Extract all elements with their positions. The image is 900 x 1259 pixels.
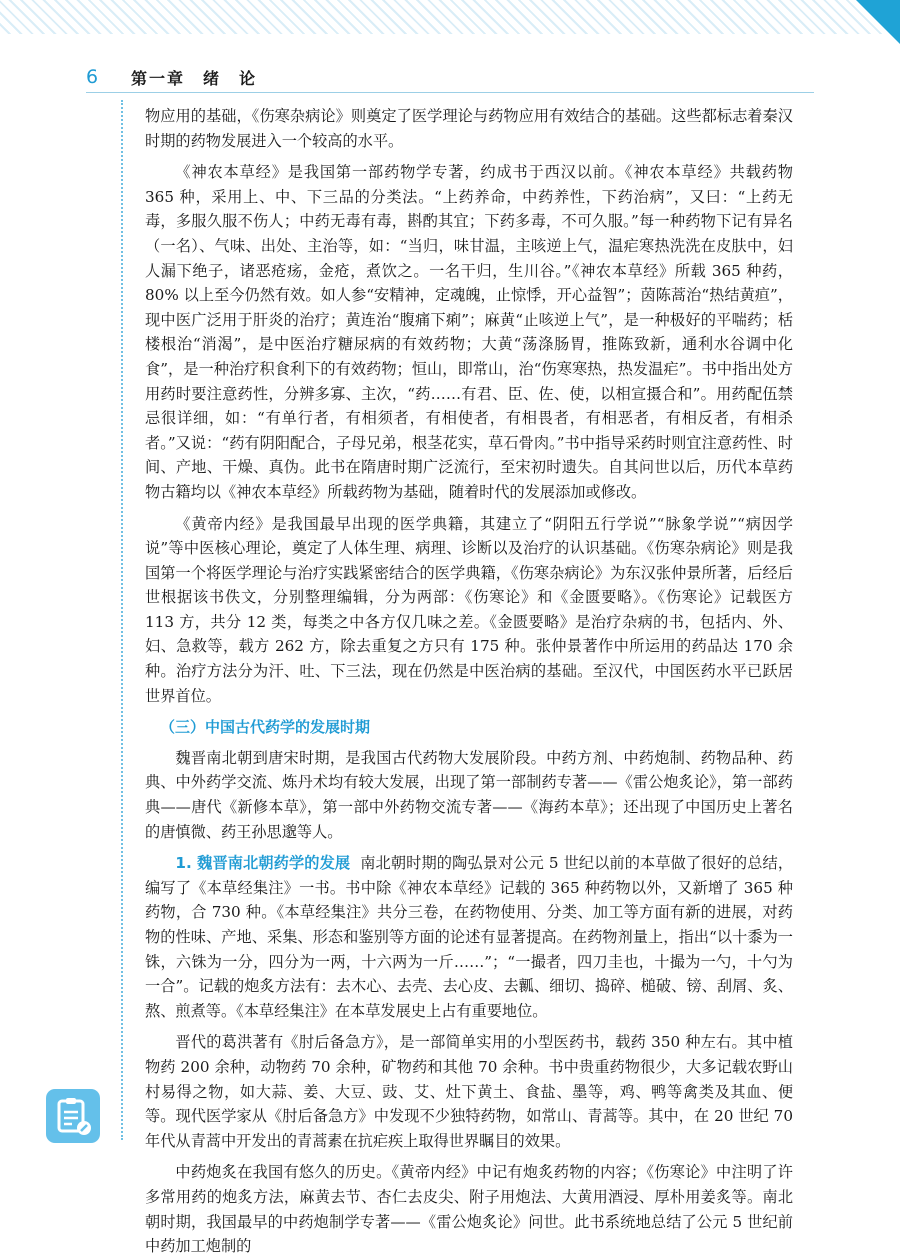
paragraph: 《黄帝内经》是我国最早出现的医学典籍，其建立了“阴阳五行学说”“脉象学说”“病因学说”等中医核心理论，奠定了人体生理、病理、诊断以及治疗的认识基础。《伤寒杂病论》则是我国第一个将医学理论与治疗实践紧密结合的医学典籍，《伤寒杂病论》为东汉张仲景所著，后经后世根据该书佚文，分别整理编辑，分为两部：《伤寒论》和《金匮要略》。《伤寒论》记载医方 113 方，共分 12 类，每类之中各方仅几味之差。《金匮要略》是治疗杂病的书，包括内、外、妇、急救等，载方 262 方，除去重复之方只有 175 种。张仲景著作中所运用的药品达 170 余种。治疗方法分为汗、吐、下三法，现在仍然是中医治病的基础。至汉代，中国医药水平已跃居世界首位。 (145, 514, 793, 705)
subsection-heading: 1. 魏晋南北朝药学的发展 (175, 854, 351, 873)
page-number: 6 (86, 66, 99, 88)
corner-accent (856, 0, 900, 44)
paragraph: 中药炮炙在我国有悠久的历史。《黄帝内经》中记有炮炙药物的内容；《伤寒论》中注明了许多常用药的炮炙方法，麻黄去节、杏仁去皮尖、附子用炮法、大黄用酒浸、厚朴用姜炙等。南北朝时期，我国最早的中药炮制学专著——《雷公炮炙论》问世。此书系统地总结了公元 5 世纪前中药加工炮制的 (145, 1163, 793, 1256)
clipboard-pencil-icon[interactable] (46, 1089, 100, 1143)
paragraph: 魏晋南北朝到唐宋时期，是我国古代药物大发展阶段。中药方剂、中药炮制、药物品种、药典、中外药学交流、炼丹术均有较大发展，出现了第一部制药专著——《雷公炮炙论》，第一部药典——唐代《新修本草》，第一部中外药物交流专著——《海药本草》；还出现了中国历史上著名的唐慎微、药王孙思邈等人。 (145, 748, 793, 841)
body-text (145, 104, 793, 1259)
section-heading: （三）中国古代药学的发展时期 (160, 718, 371, 737)
header-stripe-decoration (0, 0, 900, 34)
paragraph: 物应用的基础，《伤寒杂病论》则奠定了医学理论与药物应用有效结合的基础。这些都标志着秦汉时期的药物发展进入一个较高的水平。 (145, 107, 793, 150)
margin-dotted-rule (121, 100, 123, 1140)
paragraph: 《神农本草经》是我国第一部药物学专著，约成书于西汉以前。《神农本草经》共载药物 365 种，采用上、中、下三品的分类法。“上药养命，中药养性，下药治病”，又曰：“上药无毒，多服久服不伤人；中药无毒有毒，斟酌其宜；下药多毒，不可久服。”每一种药物下记有异名（一名）、气味、出处、主治等，如：“当归，味甘温，主咳逆上气，温疟寒热洗洗在皮肤中，妇人漏下绝子，诸恶疮疡，金疮，煮饮之。一名干归，生川谷。”《神农本草经》所载 365 种药，80% 以上至今仍然有效。如人参“安精神，定魂魄，止惊悸，开心益智”；茵陈蒿治“热结黄疸”，现中医广泛用于肝炎的治疗；黄连治“腹痛下痢”；麻黄“止咳逆上气”，是一种极好的平喘药；栝楼根治“消渴”，是中医治疗糖尿病的有效药物；大黄“荡涤肠胃，推陈致新，通利水谷调中化食”，是一种治疗积食利下的有效药物；恒山，即常山，治“伤寒寒热，热发温疟”。书中指出处方用药时要注意药性，分辨多寡、主次，“药……有君、臣、佐、使，以相宣摄合和”。用药配伍禁忌很详细，如：“有单行者，有相须者，有相使者，有相畏者，有相恶者，有相反者，有相杀者。”又说：“药有阴阳配合，子母兄弟，根茎花实，草石骨肉。”书中指导采药时则宜注意药性、时间、产地、干燥、真伪。此书在隋唐时期广泛流行，至宋初时遗失。自其问世以后，历代本草药物古籍均以《神农本草经》所载药物为基础，随着时代的发展添加或修改。 (145, 163, 793, 501)
chapter-title: 第一章 绪 论 (131, 69, 258, 88)
paragraph-text: 南北朝时期的陶弘景对公元 5 世纪以前的本草做了很好的总结，编写了《本草经集注》一书。书中除《神农本草经》记载的 365 种药物以外，又新增了 365 种药物，合 730 种。《本草经集注》共分三卷，在药物使用、分类、加工等方面有新的进展，对药物的性味、产地、采集、形态和鉴别等方面的论述有显著提高。在药物剂量上，指出“以十黍为一铢，六铢为一分，四分为一两，十六两为一斤……”；“一撮者，四刀圭也，十撮为一勺，十勺为一合”。记载的炮炙方法有：去木心、去壳、去心皮、去瓤、细切、捣碎、槌破、镑、刮屑、炙、熬、煎煮等。《本草经集注》在本草发展史上占有重要地位。 (145, 854, 794, 1020)
header-divider (86, 92, 814, 93)
paragraph: 晋代的葛洪著有《肘后备急方》，是一部简单实用的小型医药书，载药 350 种左右。其中植物药 200 余种，动物药 70 余种，矿物药和其他 70 余种。书中贵重药物很少，大多记载农野山村易得之物，如大蒜、姜、大豆、豉、艾、灶下黄土、食盐、墨等，鸡、鸭等禽类及其血、便等。现代医学家从《肘后备急方》中发现不少独特药物，如常山、青蒿等。其中，在 20 世纪 70 年代从青蒿中开发出的青蒿素在抗疟疾上取得世界瞩目的效果。 (145, 1033, 793, 1150)
paragraph-with-heading (145, 851, 793, 1023)
